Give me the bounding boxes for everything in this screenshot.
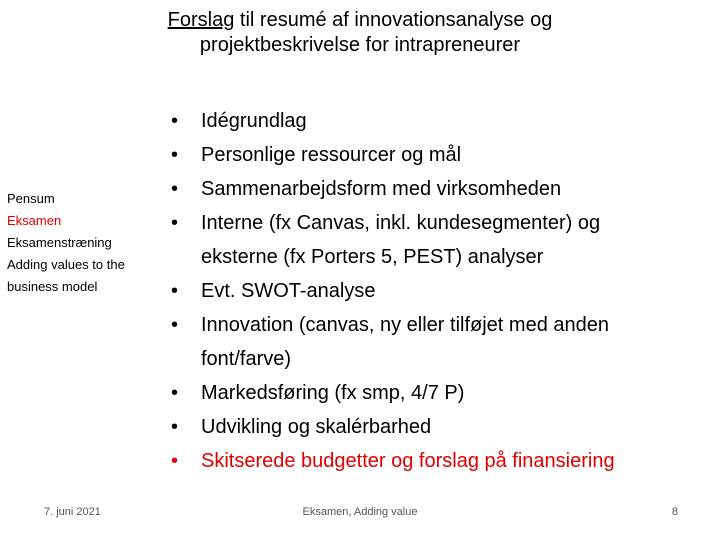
sidebar-item-eksamen[interactable]: Eksamen: [7, 213, 62, 228]
bullet-dot-icon: •: [171, 450, 179, 472]
bullet-item: [171, 410, 701, 444]
bullet-dot-icon: •: [171, 110, 179, 132]
bullet-text-line1: Innovation (canvas, ny eller tilføjet med anden: [201, 314, 609, 336]
bullet-dot-icon: •: [171, 280, 179, 302]
bullet-item: [171, 308, 701, 376]
bullet-dot-icon: •: [171, 314, 179, 336]
bullet-item-highlight: [171, 444, 701, 478]
bullet-text: Skitserede budgetter og forslag på finansiering: [201, 450, 615, 472]
bullet-item: [171, 206, 701, 274]
bullet-item: [171, 376, 701, 410]
sidebar-item-pensum[interactable]: Pensum: [7, 191, 55, 206]
bullet-list: [171, 104, 701, 478]
bullet-item: [171, 274, 701, 308]
title-line1-rest: til resumé af innovationsanalyse og: [234, 9, 553, 31]
bullet-text: Personlige ressourcer og mål: [201, 144, 462, 166]
title-underlined-word: Forslag: [167, 9, 235, 31]
bullet-text-line1: Interne (fx Canvas, inkl. kundesegmenter) og: [201, 212, 601, 234]
bullet-text: Idégrundlag: [201, 110, 307, 132]
sidebar-item-adding-values[interactable]: Adding values to the business model: [7, 257, 125, 294]
bullet-text-line2: eksterne (fx Porters 5, PEST) analyser: [201, 246, 544, 268]
sidebar-nav: [7, 188, 137, 298]
title-line2: projektbeskrivelse for intrapreneurer: [199, 34, 521, 56]
bullet-dot-icon: •: [171, 178, 179, 200]
bullet-dot-icon: •: [171, 144, 179, 166]
bullet-text: Sammenarbejdsform med virksomheden: [201, 178, 562, 200]
bullet-dot-icon: •: [171, 416, 179, 438]
bullet-text: Markedsføring (fx smp, 4/7 P): [201, 382, 465, 404]
footer-date: 7. juni 2021: [44, 506, 101, 518]
bullet-item: [171, 138, 701, 172]
bullet-dot-icon: •: [171, 212, 179, 234]
bullet-text: Udvikling og skalérbarhed: [201, 416, 432, 438]
bullet-text-line2: font/farve): [201, 348, 292, 370]
bullet-text: Evt. SWOT-analyse: [201, 280, 376, 302]
sidebar-item-eksamenstraening[interactable]: Eksamenstræning: [7, 235, 112, 250]
footer-page-number: 8: [671, 506, 678, 518]
footer-center-text: Eksamen, Adding value: [302, 506, 418, 518]
slide-title: [150, 8, 570, 58]
bullet-item: [171, 104, 701, 138]
bullet-dot-icon: •: [171, 382, 179, 404]
bullet-item: [171, 172, 701, 206]
